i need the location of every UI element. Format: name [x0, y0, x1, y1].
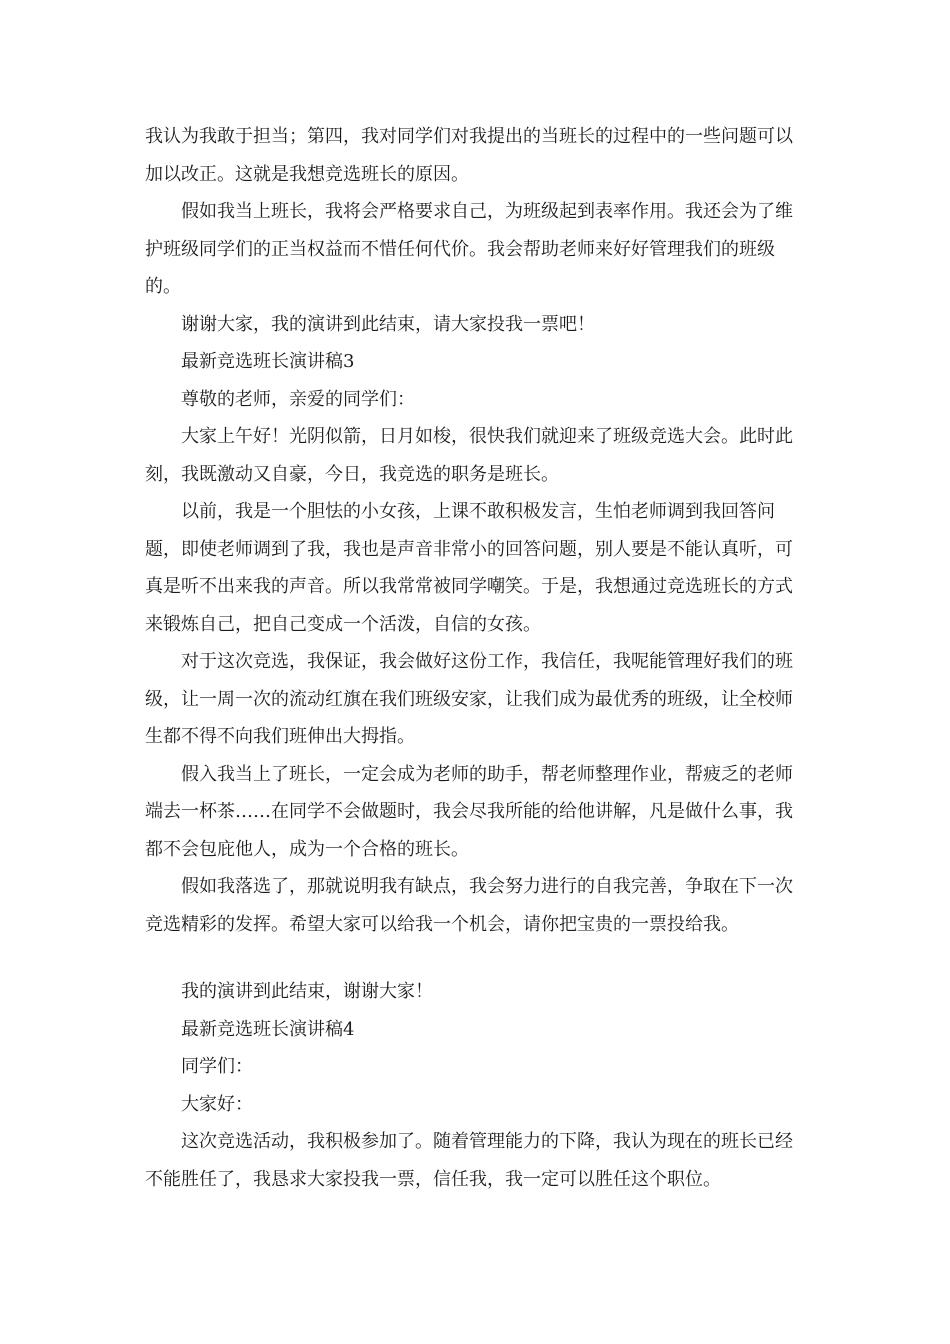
salutation: 同学们： — [181, 1056, 253, 1077]
paragraph: 以前，我是一个胆怯的小女孩，上课不敢积极发言，生怕老师调到我回答问题，即使老师调到了我，我也是声音非常小的回答问题，别人要是不能认真听，可真是听不出来我的声音。所以我常常被同学嘲笑。于是，我想通过竞选班长的方式来锻炼自己，把自己变成一个活泼，自信的女孩。 — [145, 501, 793, 635]
section-heading: 最新竞选班长演讲稿3 — [181, 351, 355, 372]
section-heading: 最新竞选班长演讲稿4 — [181, 1018, 355, 1040]
paragraph: 我认为我敢于担当；第四，我对同学们对我提出的当班长的过程中的一些问题可以加以改正。这就是我想竞选班长的原因。 — [145, 126, 793, 185]
salutation: 尊敬的老师，亲爱的同学们： — [181, 388, 415, 410]
paragraph: 我的演讲到此结束，谢谢大家！ — [181, 981, 433, 1002]
paragraph: 谢谢大家，我的演讲到此结束，请大家投我一票吧！ — [181, 313, 595, 335]
paragraph: 这次竞选活动，我积极参加了。随着管理能力的下降，我认为现在的班长已经不能胜任了，我恳求大家投我一票，信任我，我一定可以胜任这个职位。 — [145, 1131, 793, 1190]
document-body — [145, 118, 810, 1198]
greeting: 大家好： — [181, 1093, 253, 1115]
paragraph: 假如我落选了，那就说明我有缺点，我会努力进行的自我完善，争取在下一次竞选精彩的发挥。希望大家可以给我一个机会，请你把宝贵的一票投给我。 — [145, 876, 793, 935]
paragraph: 对于这次竞选，我保证，我会做好这份工作，我信任，我呢能管理好我们的班级，让一周一次的流动红旗在我们班级安家，让我们成为最优秀的班级，让全校师生都不得不向我们班伸出大拇指。 — [145, 651, 793, 747]
paragraph: 假入我当上了班长，一定会成为老师的助手，帮老师整理作业，帮疲乏的老师端去一杯茶……在同学不会做题时，我会尽我所能的给他讲解，凡是做什么事，我都不会包庇他人，成为一个合格的班长。 — [145, 763, 793, 860]
paragraph: 大家上午好！光阴似箭，日月如梭，很快我们就迎来了班级竞选大会。此时此刻，我既激动又自豪，今日，我竞选的职务是班长。 — [145, 426, 793, 485]
paragraph: 假如我当上班长，我将会严格要求自己，为班级起到表率作用。我还会为了维护班级同学们的正当权益而不惜任何代价。我会帮助老师来好好管理我们的班级的。 — [145, 201, 793, 297]
